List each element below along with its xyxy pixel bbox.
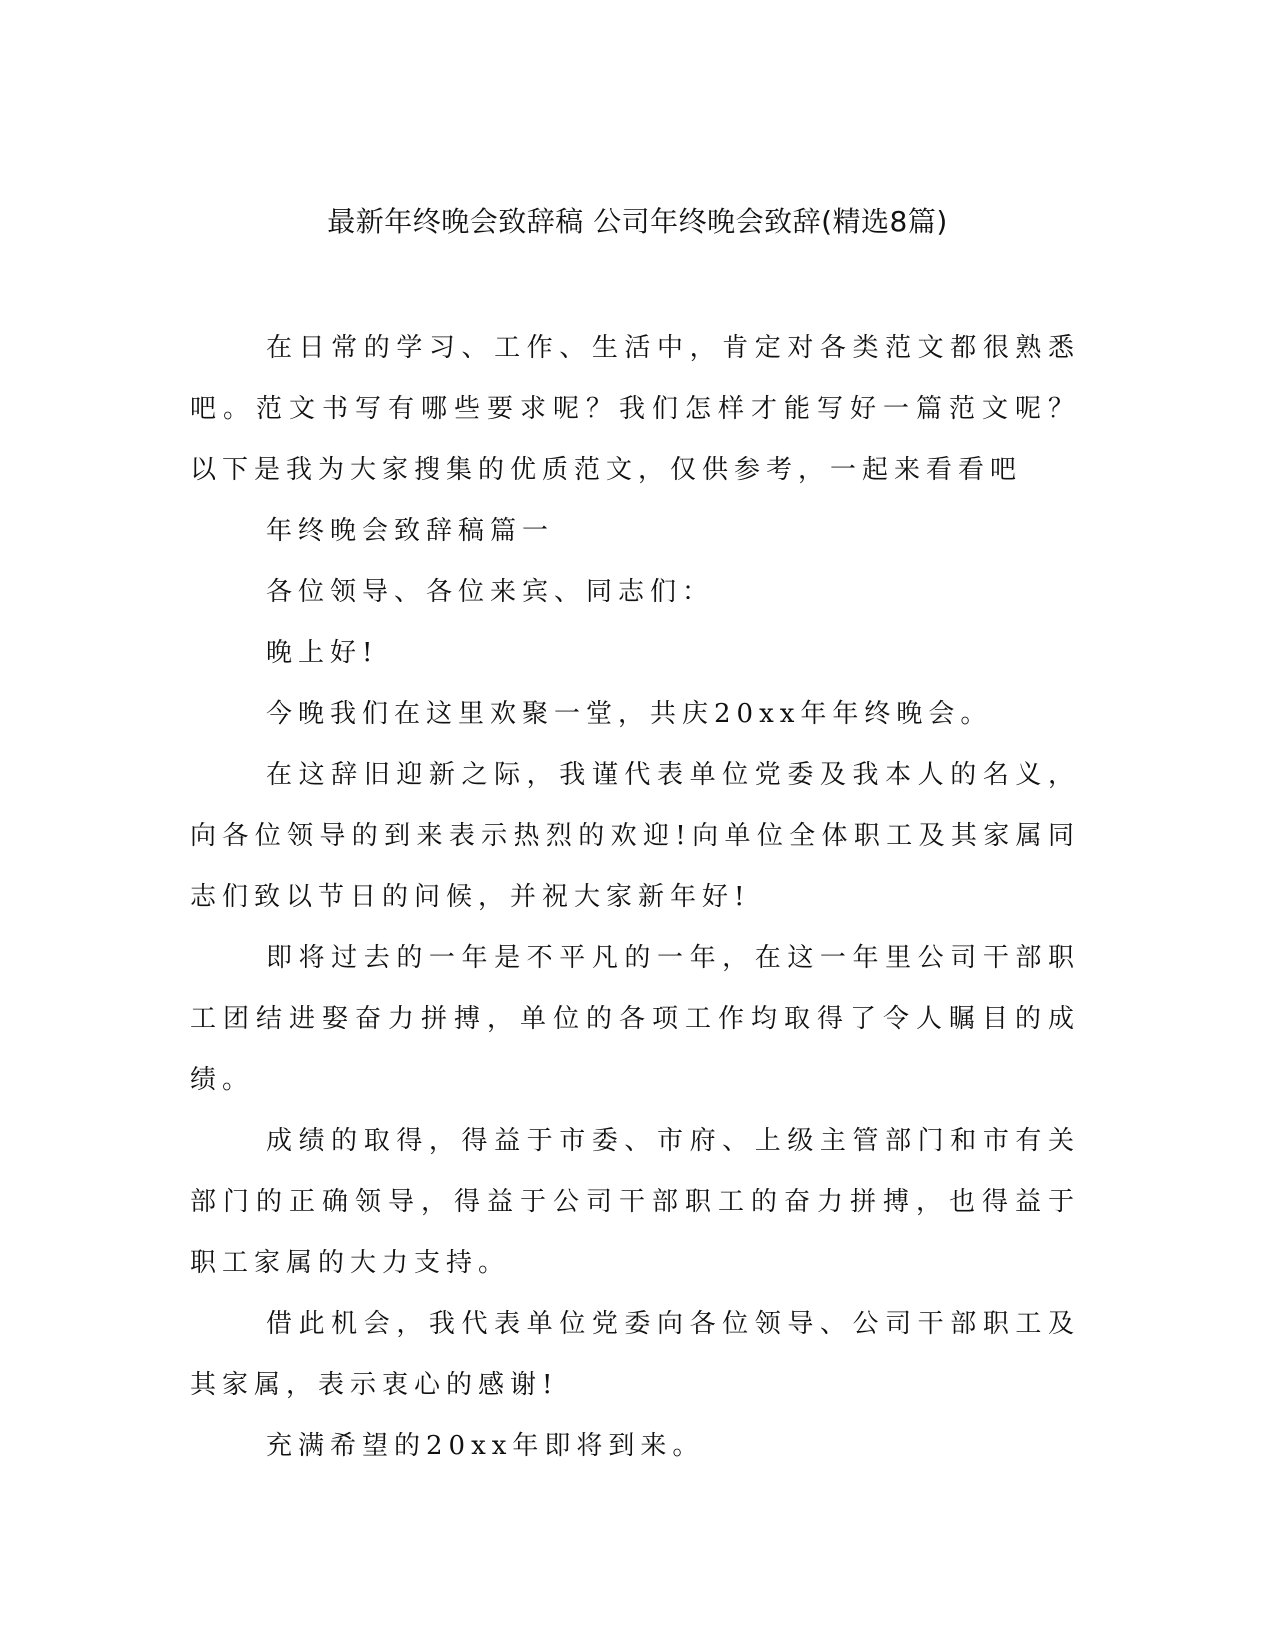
paragraph-greeting: 晚上好! xyxy=(266,638,379,668)
paragraph-section-heading: 年终晚会致辞稿篇一 xyxy=(266,516,555,546)
paragraph-thanks: 借此机会，我代表单位党委向各位领导、公司干部职工及其家属，表示衷心的感谢! xyxy=(190,1309,1080,1400)
paragraph-new-year: 充满希望的20xx年即将到来。 xyxy=(266,1431,705,1461)
document-body xyxy=(190,318,1080,1477)
document-title: 最新年终晚会致辞稿 公司年终晚会致辞(精选8篇) xyxy=(327,205,948,238)
paragraph-achievements: 成绩的取得，得益于市委、市府、上级主管部门和市有关部门的正确领导，得益于公司干部职工的奋力拼搏，也得益于职工家属的大力支持。 xyxy=(190,1126,1080,1278)
paragraph-gathering: 今晚我们在这里欢聚一堂，共庆20xx年年终晚会。 xyxy=(266,699,993,729)
paragraph-intro: 在日常的学习、工作、生活中，肯定对各类范文都很熟悉吧。范文书写有哪些要求呢？我们怎样才能写好一篇范文呢？以下是我为大家搜集的优质范文，仅供参考，一起来看看吧 xyxy=(190,333,1080,485)
paragraph-welcome: 在这辞旧迎新之际，我谨代表单位党委及我本人的名义，向各位领导的到来表示热烈的欢迎!向单位全体职工及其家属同志们致以节日的问候，并祝大家新年好! xyxy=(190,760,1080,912)
paragraph-salutation: 各位领导、各位来宾、同志们： xyxy=(266,577,715,607)
paragraph-past-year: 即将过去的一年是不平凡的一年，在这一年里公司干部职工团结进娶奋力拼搏，单位的各项工作均取得了令人瞩目的成绩。 xyxy=(190,943,1080,1095)
